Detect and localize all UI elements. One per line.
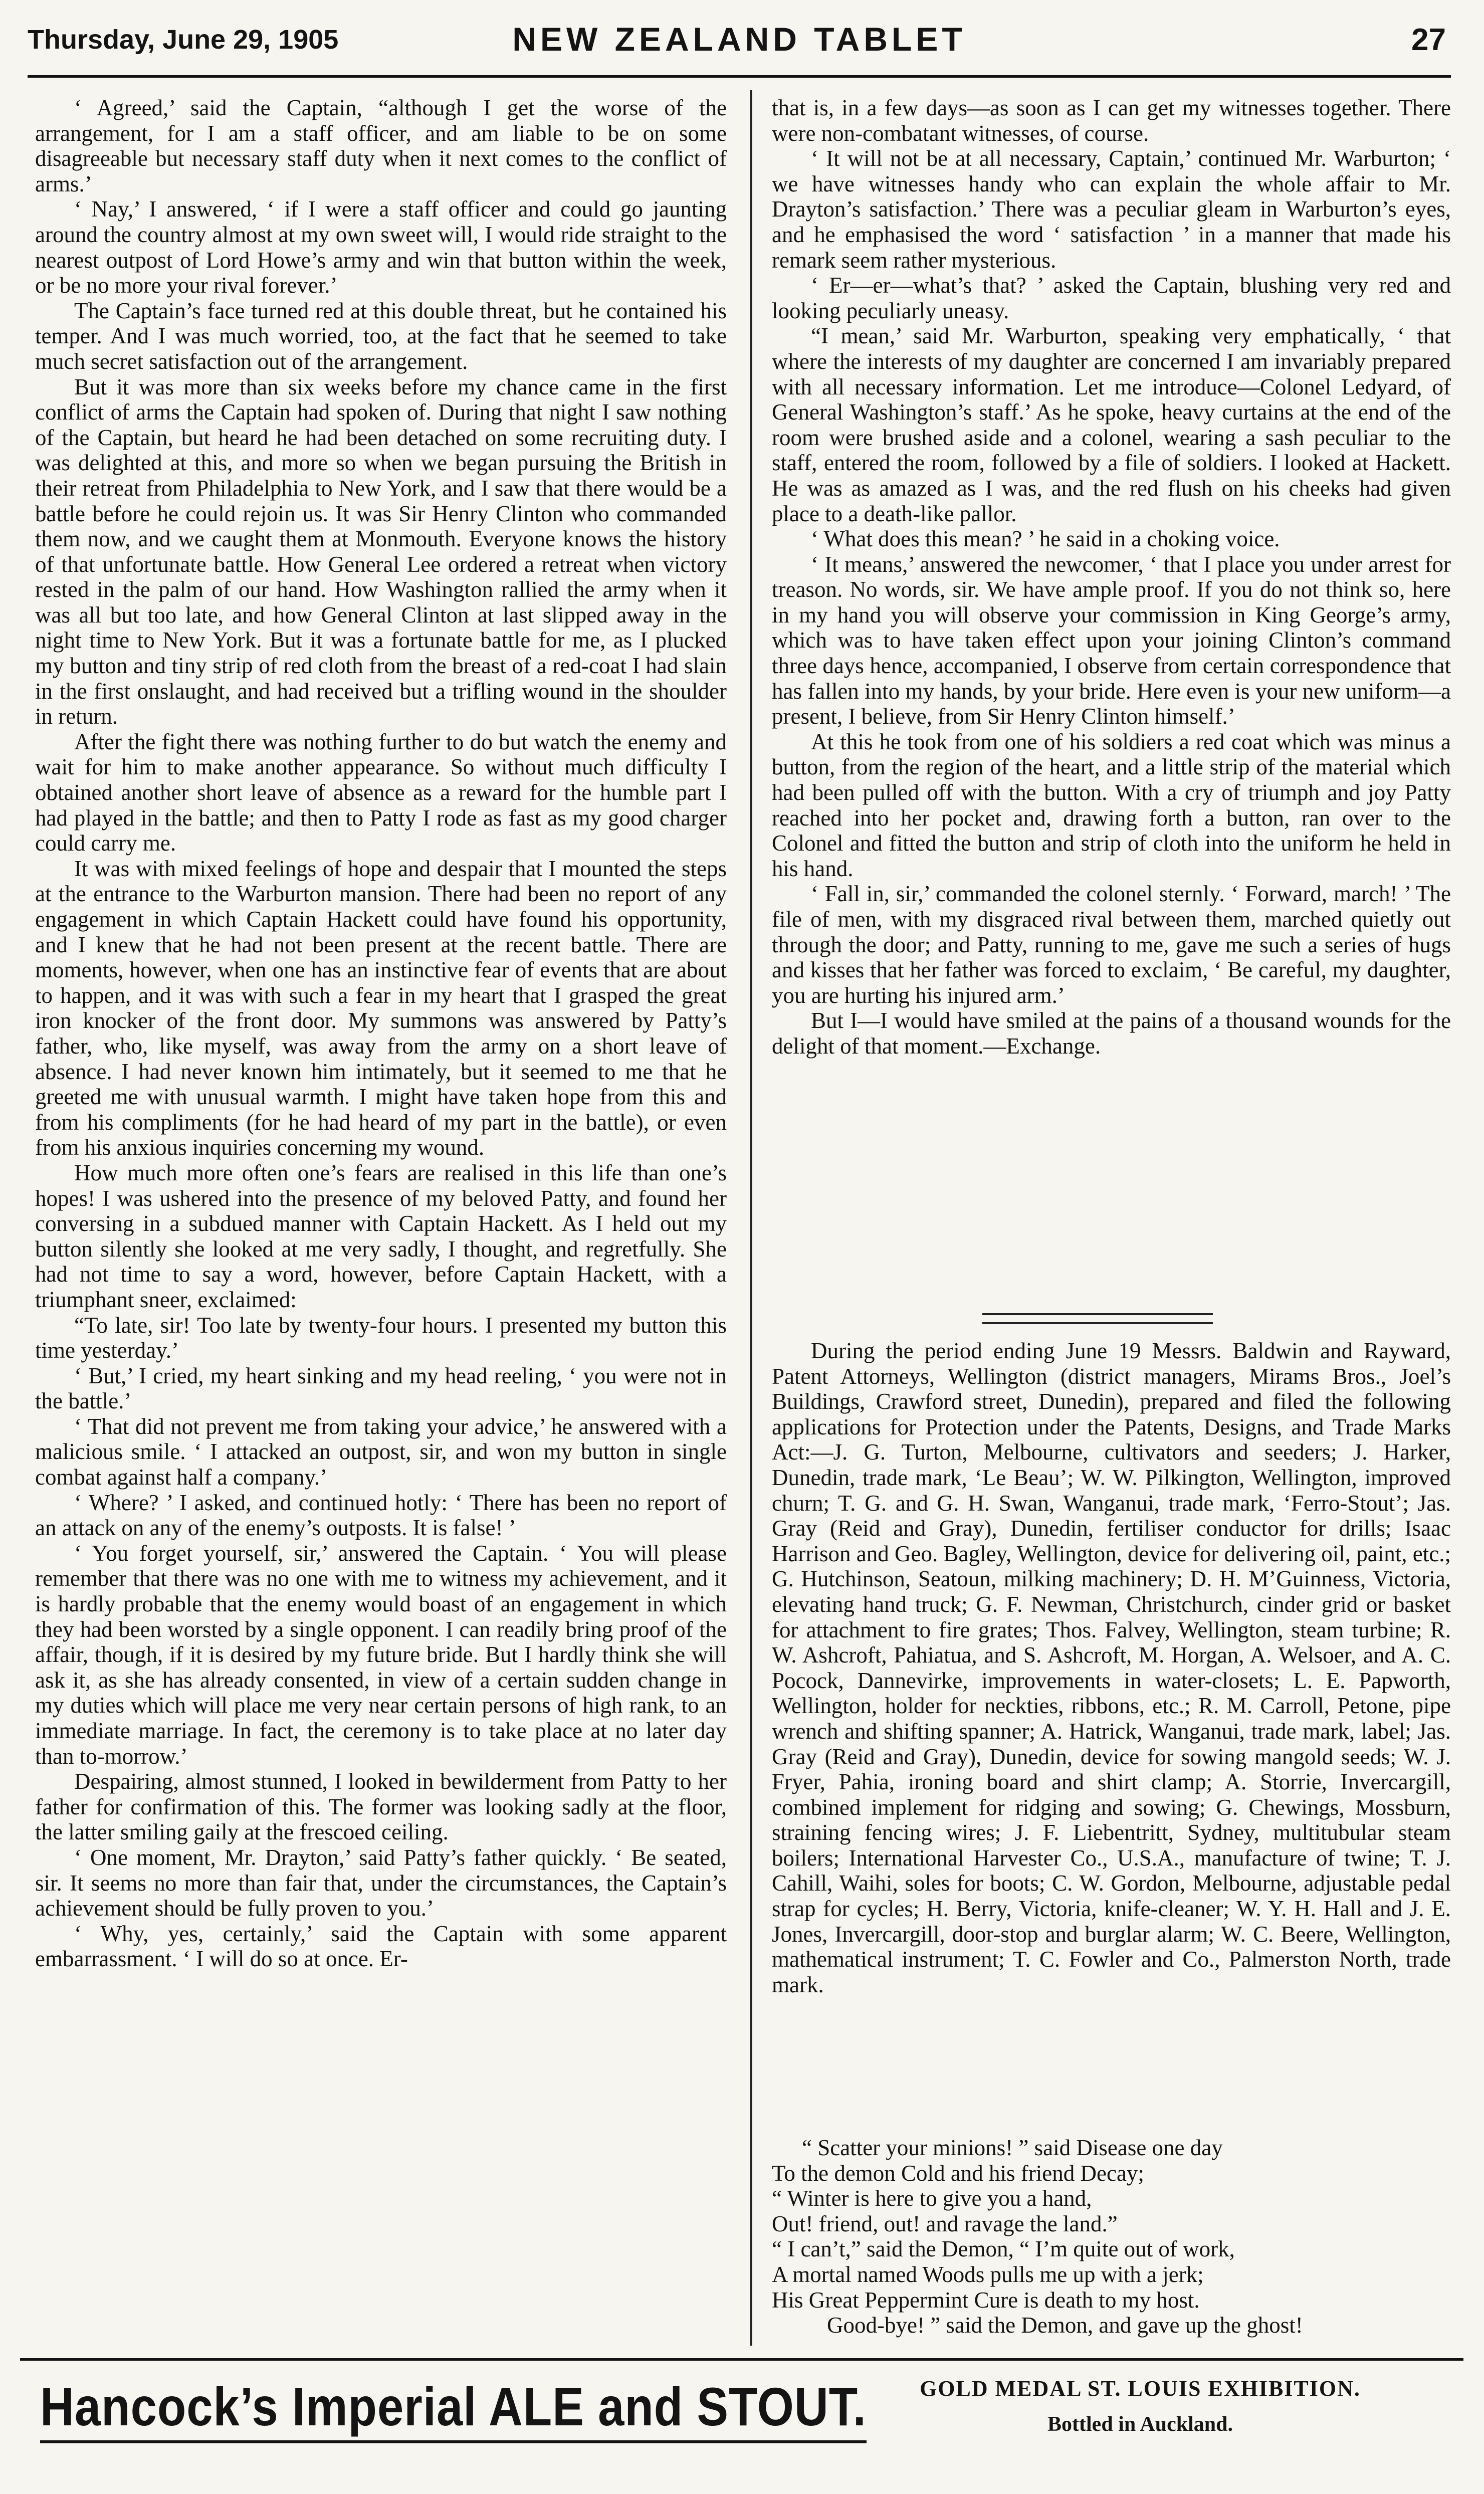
story-paragraph: But it was more than six weeks before my chance came in the first conflict of arms the Captain had spoken of. During that night I saw nothing of the Captain, but heard he had been detached on some recruiting duty. I was delighted at this, and more so when we began pursuing the British in their retreat from Philadelphia to New York, and I saw that there would be a battle before he could rejoin us. It was Sir Henry Clinton who commanded them now, and we caught them at Monmouth. Everyone knows the history of that unfortunate battle. How General Lee ordered a retreat when victory rested in the palm of our hand. How Washington rallied the army when it was all but too late, and how General Clinton at last slipped away in the night time to New York. But it was a fortunate battle for me, as I plucked my button and tiny strip of red cloth from the breast of a red-coat I had slain in the first onslaught, and had received but a trifling wound in the shoulder in return.	[35, 374, 727, 729]
story-paragraph: “To late, sir! Too late by twenty-four hours. I presented my button this time yesterday.’	[35, 1312, 727, 1363]
story-paragraph: Despairing, almost stunned, I looked in bewilderment from Patty to her father for confirmation of this. The former was looking sadly at the floor, the latter smiling gaily at the frescoed ceiling.	[35, 1769, 727, 1845]
poem-line: A mortal named Woods pulls me up with a jerk;	[772, 2261, 1204, 2287]
story-paragraph: ‘ What does this mean? ’ he said in a choking voice.	[811, 526, 1280, 552]
story-paragraph: After the fight there was nothing further to do but watch the enemy and wait for him to make another appearance. So without much difficulty I obtained another short leave of absence as a reward for the humble part I had played in the battle; and then to Patty I rode as fast as my good charger could carry me.	[35, 729, 727, 856]
column-divider	[750, 90, 752, 2346]
story-paragraph: ‘ Where? ’ I asked, and continued hotly: ‘ There has been no report of an attack on any of the enemy’s outposts. It is false! ’	[35, 1490, 727, 1541]
story-paragraph: ‘ But,’ I cried, my heart sinking and my head reeling, ‘ you were not in the battle.’	[35, 1363, 727, 1414]
story-paragraph: ‘ Fall in, sir,’ commanded the colonel sternly. ‘ Forward, march! ’ The file of men, with my disgraced rival between them, marched quietly out through the door; and Patty, running to me, gave me such a series of hugs and kisses that her father was forced to exclaim, ‘ Be careful, my daughter, you are hurting his injured arm.’	[772, 881, 1451, 1008]
masthead-title: NEW ZEALAND TABLET	[512, 21, 966, 58]
patents-notice	[772, 1338, 1451, 2090]
poem-line: Good-bye! ” said the Demon, and gave up the ghost!	[827, 2313, 1303, 2338]
story-paragraph: ‘ You forget yourself, sir,’ answered the Captain. ‘ You will please remember that there was no one with me to witness my achievement, and it is hardly probable that the enemy would boast of an engagement in which they had been worsted by a single opponent. I can readily bring proof of the affair, though, if it is desired by my future bride. But I hardly think she will ask it, as she has already consented, in view of a certain sudden change in my duties which will place me very near certain persons of high rank, to an immediate marriage. In fact, the ceremony is to take place at no later day than to-morrow.’	[35, 1540, 727, 1769]
story-paragraph: ‘ One moment, Mr. Drayton,’ said Patty’s father quickly. ‘ Be seated, sir. It seems no more than fair that, under the circumstances, the Captain’s achievement should be fully proven to you.’	[35, 1844, 727, 1921]
story-column-right	[772, 95, 1451, 1278]
poem-line: Out! friend, out! and ravage the land.”	[772, 2211, 1118, 2236]
story-paragraph: ‘ Er—er—what’s that? ’ asked the Captain, blushing very red and looking peculiarly uneasy.	[772, 273, 1451, 323]
story-paragraph: How much more often one’s fears are realised in this life than one’s hopes! I was ushered into the presence of my beloved Patty, and found her conversing in a subdued manner with Captain Hackett. As I held out my button silently she looked at me very sadly, I thought, and regretfully. She had not time to say a word, however, before Captain Hackett, with a triumphant sneer, exclaimed:	[35, 1160, 727, 1312]
story-paragraph: ‘ It will not be at all necessary, Captain,’ continued Mr. Warburton; ‘ we have witnesses handy who can explain the whole affair to Mr. Drayton’s satisfaction.’ There was a peculiar gleam in Warburton’s eyes, and he emphasised the word ‘ satisfaction ’ in a manner that made his remark seem rather mysterious.	[772, 146, 1451, 273]
advert-line: GOLD MEDAL ST. LOUIS EXHIBITION.	[920, 2376, 1361, 2401]
story-paragraph: The Captain’s face turned red at this double threat, but he contained his temper. And I was much worried, too, at the fact that he seemed to take much secret satisfaction out of the arrangement.	[35, 298, 727, 374]
story-column-left	[35, 95, 727, 2361]
story-paragraph: ‘ Agreed,’ said the Captain, “although I get the worse of the arrangement, for I am a staff officer, and am liable to be on some disagreeable but necessary staff duty when it next comes to the conflict of arms.’	[35, 95, 727, 196]
poem-line: “ Winter is here to give you a hand,	[772, 2186, 1092, 2211]
issue-date: Thursday, June 29, 1905	[28, 25, 339, 55]
story-paragraph: At this he took from one of his soldiers a red coat which was minus a button, from the region of the heart, and a little strip of the material which had been pulled off with the button. With a cry of triumph and joy Patty reached into her pocket and, drawing forth a button, ran over to the Colonel and fitted the button and strip of cloth into the uniform he held in his hand.	[772, 729, 1451, 881]
poem	[772, 2135, 1451, 2346]
poem-line: “ Scatter your minions! ” said Disease one day	[802, 2135, 1223, 2160]
story-paragraph: ‘ That did not prevent me from taking your advice,’ he answered with a malicious smile. ‘ I attacked an outpost, sir, and won my button in single combat against half a company.’	[35, 1413, 727, 1490]
exhibition-advert	[887, 2376, 1393, 2436]
story-paragraph: ‘ It means,’ answered the newcomer, ‘ that I place you under arrest for treason. No words, sir. We have ample proof. If you do not think so, here in my hand you will observe your commission in King George’s army, which was to have taken effect upon your joining Clinton’s command three days hence, accompanied, I observe from certain correspondence that has fallen into my hands, by your bride. Here even is your new uniform—a present, I believe, from Sir Henry Clinton himself.’	[772, 551, 1451, 729]
poem-line: His Great Peppermint Cure is death to my host.	[772, 2287, 1200, 2313]
poem-line: “ I can’t,” said the Demon, “ I’m quite out of work,	[772, 2236, 1235, 2262]
advert-line: Bottled in Auckland.	[1047, 2413, 1233, 2436]
page-header	[28, 20, 1451, 78]
patents-paragraph: During the period ending June 19 Messrs. Baldwin and Rayward, Patent Attorneys, Wellington (district managers, Mirams Bros., Joel’s Buildings, Crawford street, Dunedin), prepared and filed the following applications for Protection under the Patents, Designs, and Trade Marks Act:—J. G. Turton, Melbourne, cultivators and seeders; J. Harker, Dunedin, trade mark, ‘Le Beau’; W. W. Pilkington, Wellington, improved churn; T. G. and G. H. Swan, Wanganui, trade mark, ‘Ferro-Stout’; Jas. Gray (Reid and Gray), Dunedin, fertiliser conductor for drills; Isaac Harrison and Geo. Bagley, Wellington, device for delivering oil, paint, etc.; G. Hutchinson, Seatoun, milking machinery; D. H. M’Guinness, Victoria, elevating hand truck; G. F. Newman, Christchurch, cinder grid or basket for attachment to fire grates; Thos. Falvey, Wellington, steam turbine; R. W. Ashcroft, Pahiatua, and S. Ashcroft, M. Horgan, A. Welsoer, and A. C. Pocock, Dannevirke, improvements in water-closets; L. E. Papworth, Wellington, holder for neckties, ribbons, etc.; R. M. Carroll, Petone, pipe wrench and shifting spanner; A. Hatrick, Wanganui, trade mark, label; Jas. Gray (Reid and Gray), Dunedin, device for sowing mangold seeds; W. J. Fryer, Pahia, ironing board and shirt clamp; A. Storrie, Invercargill, combined implement for ridging and sowing; G. Chewings, Mossburn, straining fencing wires; J. F. Liebentritt, Sydney, multitubular steam boilers; International Harvester Co., U.S.A., manufacture of twine; T. J. Cahill, Waihi, soles for boots; C. W. Gordon, Melbourne, adjustable pedal strap for cycles; H. Berry, Victoria, knife-cleaner; W. Y. H. Hall and J. E. Jones, Invercargill, door-stop and burglar alarm; W. C. Beere, Wellington, mathematical instrument; T. C. Fowler and Co., Palmerston North, trade mark.	[772, 1338, 1451, 1997]
page-number: 27	[1411, 23, 1446, 57]
story-paragraph: It was with mixed feelings of hope and despair that I mounted the steps at the entrance to the Warburton mansion. There had been no report of any engagement in which Captain Hackett could have found his opportunity, and I knew that he had not been present at the recent battle. There are moments, however, when one has an instinctive fear of events that are about to happen, and it was with such a fear in my heart that I grasped the great iron knocker of the front door. My summons was answered by Patty’s father, who, like myself, was away from the army on a short leave of absence. I had never known him intimately, but it seemed to me that he greeted me with unusual warmth. I might have taken hope from this and from his compliments (for he had heard of my part in the battle), or even from his anxious inquiries concerning my wound.	[35, 856, 727, 1160]
footer-rule	[20, 2358, 1463, 2361]
story-paragraph: But I—I would have smiled at the pains of a thousand wounds for the delight of that moment.—Exchange.	[772, 1008, 1451, 1059]
poem-line: To the demon Cold and his friend Decay;	[772, 2160, 1144, 2186]
story-paragraph: that is, in a few days—as soon as I can get my witnesses together. There were non-combatant witnesses, of course.	[772, 95, 1451, 146]
story-paragraph: ‘ Why, yes, certainly,’ said the Captain with some apparent embarrassment. ‘ I will do so at once. Er-	[35, 1921, 727, 1972]
story-paragraph: “I mean,’ said Mr. Warburton, speaking very emphatically, ‘ that where the interests of my daughter are concerned I am invariably prepared with all necessary information. Let me introduce—Colonel Ledyard, of General Washington’s staff.’ As he spoke, heavy curtains at the end of the room were brushed aside and a colonel, wearing a sash peculiar to the staff, entered the room, followed by a file of soldiers. I looked at Hackett. He was as amazed as I was, and the red flush on his cheeks had given place to a death-like pallor.	[772, 323, 1451, 526]
section-separator	[982, 1313, 1213, 1324]
story-paragraph: ‘ Nay,’ I answered, ‘ if I were a staff officer and could go jaunting around the country almost at my own sweet will, I would ride straight to the nearest outpost of Lord Howe’s army and win that button within the week, or be no more your rival forever.’	[35, 196, 727, 298]
hancocks-advert: Hancock’s Imperial ALE and STOUT.	[40, 2376, 867, 2443]
